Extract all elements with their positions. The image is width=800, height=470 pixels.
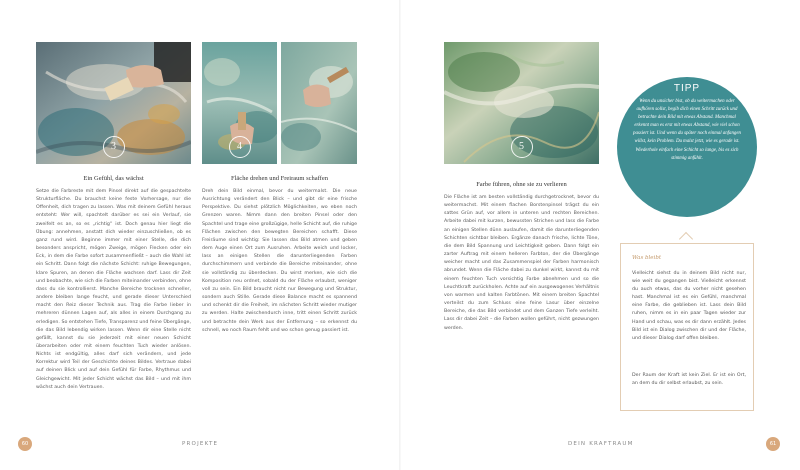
section-title-step-4: Fläche drehen und Freiraum schaffen [231,175,328,182]
page-number-left: 60 [18,437,32,451]
running-title-left: PROJEKTE [182,441,219,447]
section-body-step-5: Die Fläche ist am besten vollständig durchgetrocknet, bevor du weitermachst. Mit einem flachen Borstenpinsel trägst du ein sattes Grün auf, vor allem in unteren und rechten Bereichen. Arbeite dabei mit kurzen, bewussten Strichen und lass die Farbe an einigen Stellen dünn auslaufen, damit die darunterliegenden Schichten sichtbar bleiben. Ergänze danach frische, lichte Töne, die dem Bild Spannung und Leichtigkeit geben. Dann folgt ein zarter Auftrag mit einem helleren Farbton, der die Übergänge weicher macht und das Zusammenspiel der Farben harmonisch abrundet. Wenn die Fläche dabei zu dunkel wirkt, kannst du mit einem feuchten Tuch vorsichtig Farbe abnehmen und so die Leuchtkraft zurückholen. Achte auf ein ausgewogenes Verhältnis von warmen und kalten Farbtönen. Mit einem breiten Spachtel verteilst du zum Schluss eine feine Lasur über einzelne Bereiche, die das Bild verbindet und dem Ganzen Tiefe verleiht. Lass dir dabei Zeit – die Farben wollen geführt, nicht gezwungen werden. [444,195,599,331]
step-number-badge: 5 [511,136,533,158]
info-box-title: Was bleibt [632,255,662,261]
photo-step-4a [202,42,277,164]
page-gutter [399,0,401,470]
photo-step-3 [36,42,191,164]
painting-image [281,42,357,164]
tip-title: TIPP [673,83,701,94]
running-title-right: DEIN KRAFTRAUM [568,441,634,447]
section-title-step-3: Ein Gefühl, das wächst [83,175,144,182]
info-box-paragraph-2: Der Raum der Kraft ist kein Ziel. Er ist ein Ort, an dem du dir selbst erlaubst, zu sein. [632,373,746,387]
photo-step-5 [444,42,599,164]
info-box [620,243,754,411]
info-box-paragraph-1: Vielleicht siehst du in deinem Bild nicht nur, wie weit du gegangen bist. Vielleicht erkennst du auch etwas, das du vorher nicht gesehen hast. Manchmal ist es ein Gefühl, manchmal eine Farbe, die geblieben ist. Lass dein Bild ruhen, nimm es in ein paar Tagen wieder zur Hand und schau, was es dir dann erzählt. Jedes Bild ist ein Dialog zwischen dir und der Fläche, und dieser Dialog darf offen bleiben. [632,271,746,341]
step-number-badge: 3 [103,136,125,158]
section-body-step-4: Dreh dein Bild einmal, bevor du weitermalst. Die neue Ausrichtung verändert den Blick – und gibt dir eine frische Perspektive. Du siehst plötzlich Möglichkeiten, wo eben noch Grenzen waren. Nimm dann den breiten Pinsel oder den Spachtel und trage eine großzügige, helle Schicht auf, die ruhige Flächen zwischen den bewegten Bereichen schafft. Diese Freiräume sind wichtig: Sie lassen das Bild atmen und geben dem Auge einen Ort zum Ausruhen. Arbeite weich und locker, lass an einigen Stellen die darunterliegenden Farben durchschimmern und verbinde die Bereiche miteinander, ohne sie vollständig zu überdecken. Du wirst merken, wie sich die Komposition neu ordnet, sobald du der Fläche erlaubst, weniger voll zu sein. Ein Bild braucht nicht nur Bewegung und Struktur, sondern auch Stille. Gerade diese Balance macht es spannend und schenkt dir die Freiheit, im nächsten Schritt wieder mutiger zu werden. Halte zwischendurch inne, tritt einen Schritt zurück und betrachte dein Werk aus der Entfernung – so erkennst du schnell, wo noch Raum fehlt und wo schon genug passiert ist. [202,189,357,333]
section-title-step-5: Farbe führen, ohne sie zu verlieren [476,181,567,188]
tip-circle [617,77,757,217]
photo-step-4b [281,42,357,164]
step-number-badge: 4 [229,136,251,158]
tip-text: Wenn du unsicher bist, ob du weitermachen oder aufhören sollst, begib dich einen Schritt zurück und betrachte dein Bild mit etwas Abstand. Manchmal erkennt man es erst mit etwas Abstand, wie viel schon passiert ist. Und wenn du später noch einmal anfangen willst, kein Problem. Du malst jetzt, wie es gerade ist. Wiederhole einfach eine Schicht so lange, bis es sich stimmig anfühlt. [633,99,741,161]
section-body-step-3: Setze die Farbreste mit dem Pinsel direkt auf die gespachtelte Strukturfläche. Du brauchst keine feste Vorhersage, nur die Offenheit, dich tragen zu lassen. Was mit deinem Gefühl heraus entsteht: Wer will, spachtelt darüber es sei ein Verlauf, sie zweifelt es an, so es „richtig“ ist. Doch genau hier liegt die Übung: annehmen, anstatt dich wieder einzuschließen, ob es ganz rund wird. Beginne immer mit einer Stelle, die dich besonders anspricht, mögen Zweige, mögen Flecken oder ein Eck, in dem die Farbe sofort zusammenfließt – auch die Wahl ist ein Schritt. Dann folgt die nächste Schicht: ruhige Bewegungen, klare Spuren, an denen die Fläche wachsen darf. Lass dir Zeit und beobachte, wie sich die Farben miteinander verbinden, ohne dass du sie kontrollierst. Manche Bereiche trocknen schneller, andere bleiben lange feucht, und gerade dieser Unterschied macht den Reiz dieser Technik aus. Trag die Farbe lieber in mehreren dünnen Lagen auf, als alles in einem Durchgang zu erledigen. So entstehen Tiefe, Transparenz und feine Übergänge, die das Bild lebendig wirken lassen. Wenn dir eine Stelle nicht gefällt, kannst du sie jederzeit mit einer neuen Schicht überarbeiten oder mit einem feuchten Tuch wieder anlösen. Nichts ist endgültig, alles darf sich verändern, und jede Korrektur wird Teil der Geschichte deines Bildes. Vertraue dabei auf deinen Blick und auf dein Gefühl für Farbe, Rhythmus und Gleichgewicht. Mit jeder Schicht wächst das Bild – und mit ihm wächst auch dein Vertrauen. [36,189,191,390]
page-number-right: 61 [766,437,780,451]
